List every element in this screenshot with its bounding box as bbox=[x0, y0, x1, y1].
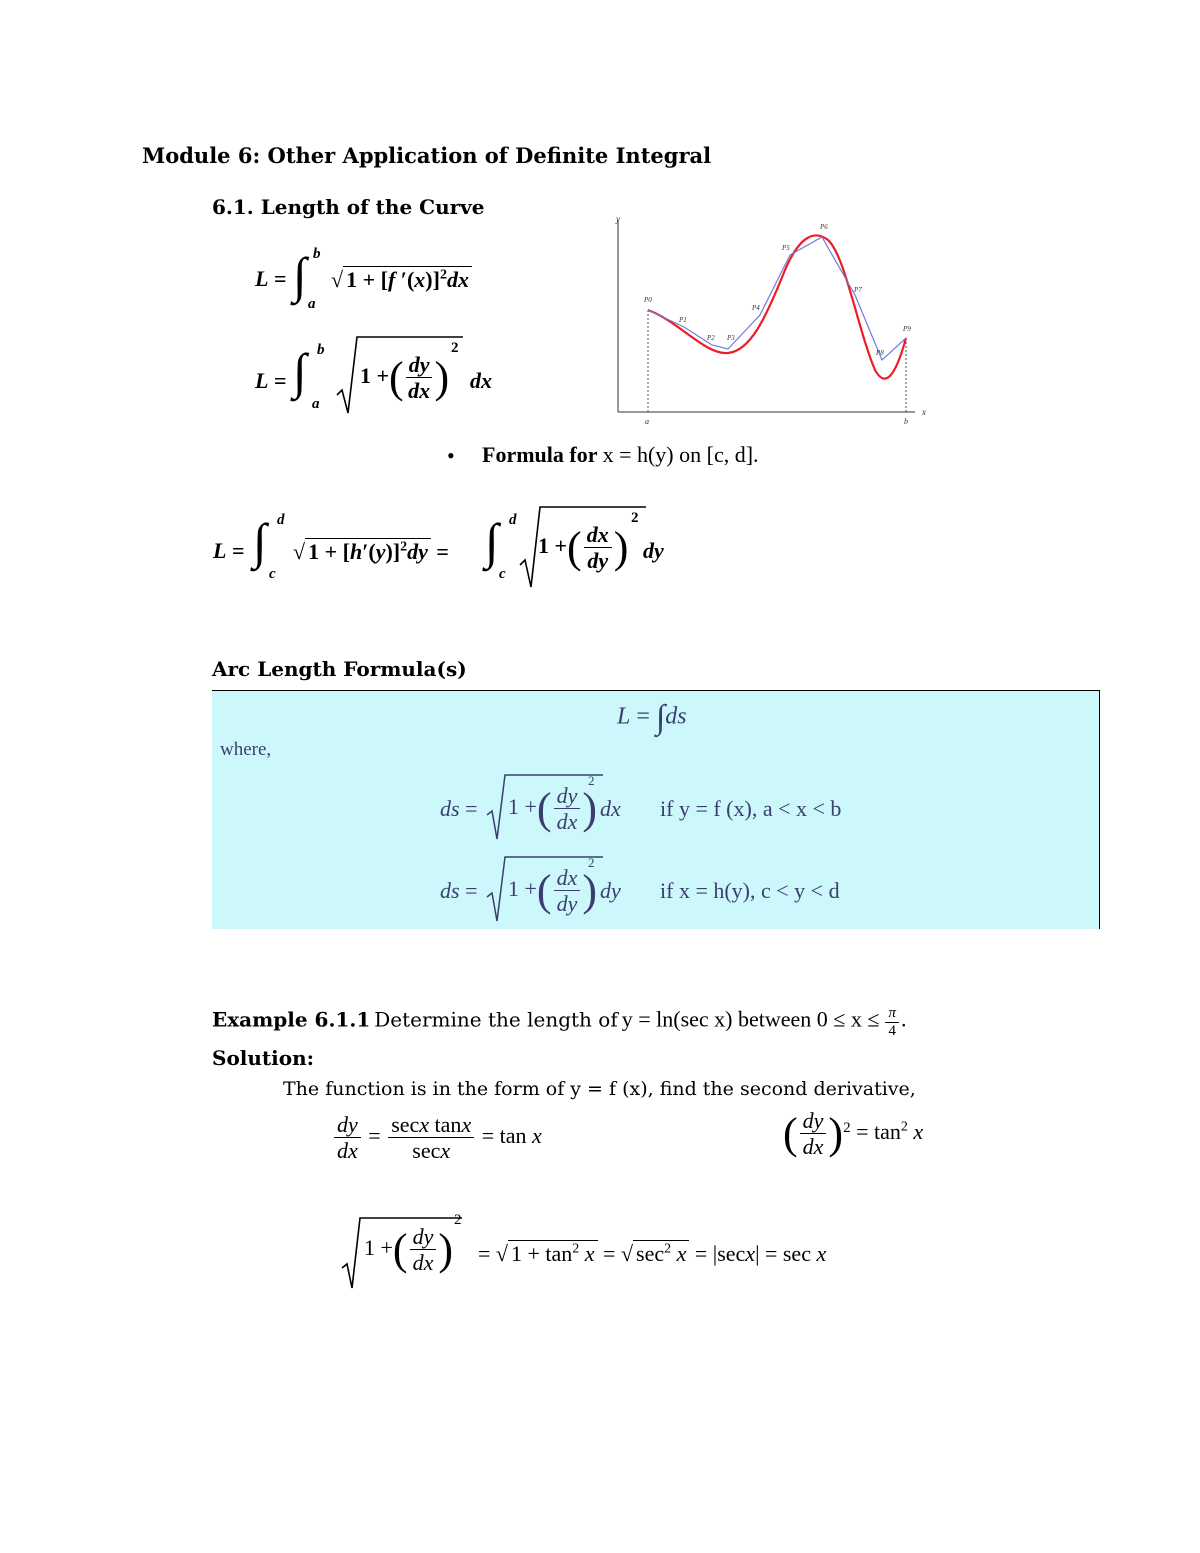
point-label: P3 bbox=[727, 334, 735, 342]
bullet-dot: • bbox=[447, 443, 455, 468]
box-ds-row-1: ds = 1 +( $\frac{dy}{dx}$ ) 2 dx if y = f (x), a < x < b bbox=[440, 781, 870, 841]
arc-heading: Arc Length Formula(s) bbox=[212, 657, 467, 681]
point-label: P0 bbox=[644, 296, 652, 304]
arc-length-graph bbox=[600, 210, 940, 430]
point-label: P2 bbox=[707, 334, 715, 342]
bullet-math: x = h(y) on [c, d]. bbox=[602, 442, 759, 467]
point-label: P8 bbox=[876, 349, 884, 357]
point-label: P7 bbox=[854, 286, 862, 294]
bullet-text: Formula for bbox=[482, 442, 598, 467]
point-label: P6 bbox=[820, 223, 828, 231]
point-label: P4 bbox=[752, 304, 760, 312]
section-heading: 6.1. Length of the Curve bbox=[212, 195, 485, 219]
tick-a: a bbox=[645, 417, 649, 426]
formula-hy: L = ∫ d c √ $1 + [h'(y)]^2dy$ = ∫ d c 1 +( $\frac{dx}{dy}$ ) 2 dy bbox=[213, 510, 693, 590]
module-title: Module 6: Other Application of Definite Integral bbox=[142, 143, 712, 168]
sqrt-chain: 1 +( $\frac{dy}{dx}$ ) 2 = √ $1 + \tan^2 x$ = √ $\sec^2 x = |\sec x| = \sec x$ bbox=[340, 1210, 940, 1290]
point-label: P1 bbox=[679, 316, 687, 324]
axis-label-y: y bbox=[616, 214, 620, 224]
red-curve bbox=[648, 235, 906, 378]
derivative-eq: $\frac{dy}{dx}$ = $\frac{\text{secx tanx}}{\sec x}$ = tan x bbox=[332, 1112, 632, 1172]
box-cond-1: if y = f (x), a < x < b bbox=[660, 796, 842, 821]
example-math: y = ln(sec x) between 0 ≤ x ≤ bbox=[621, 1006, 880, 1032]
derivative-squared: ( $\frac{dy}{dx}$ )$^2 = \tan^2 x$ bbox=[783, 1108, 924, 1160]
box-main-formula: L = ∫ds bbox=[617, 699, 687, 736]
bullet-line bbox=[482, 442, 759, 468]
box-ds-row-2: ds = 1 +( $\frac{dx}{dy}$ ) 2 dy if x = h(y), c < y < d bbox=[440, 863, 870, 923]
solution-text: The function is in the form of y = f (x), find the second derivative, bbox=[283, 1078, 916, 1100]
axis-label-x: x bbox=[922, 407, 926, 417]
example-line: Example 6.1.1 Determine the length of y = ln(sec x) between 0 ≤ x ≤ $\frac{\pi}{4}$ . bbox=[212, 1005, 907, 1040]
example-text: Determine the length of bbox=[374, 1007, 618, 1032]
solution-label: Solution: bbox=[212, 1046, 315, 1070]
formula-box bbox=[212, 690, 1100, 929]
example-label: Example 6.1.1 bbox=[212, 1007, 371, 1032]
point-label: P5 bbox=[782, 244, 790, 252]
approx-polyline bbox=[648, 237, 906, 360]
box-where: where, bbox=[220, 739, 272, 760]
pi-over-4: $\frac{\pi}{4}$ bbox=[885, 1005, 899, 1041]
tick-b: b bbox=[904, 417, 908, 426]
box-cond-2: if x = h(y), c < y < d bbox=[660, 878, 840, 903]
point-label: P9 bbox=[903, 325, 911, 333]
